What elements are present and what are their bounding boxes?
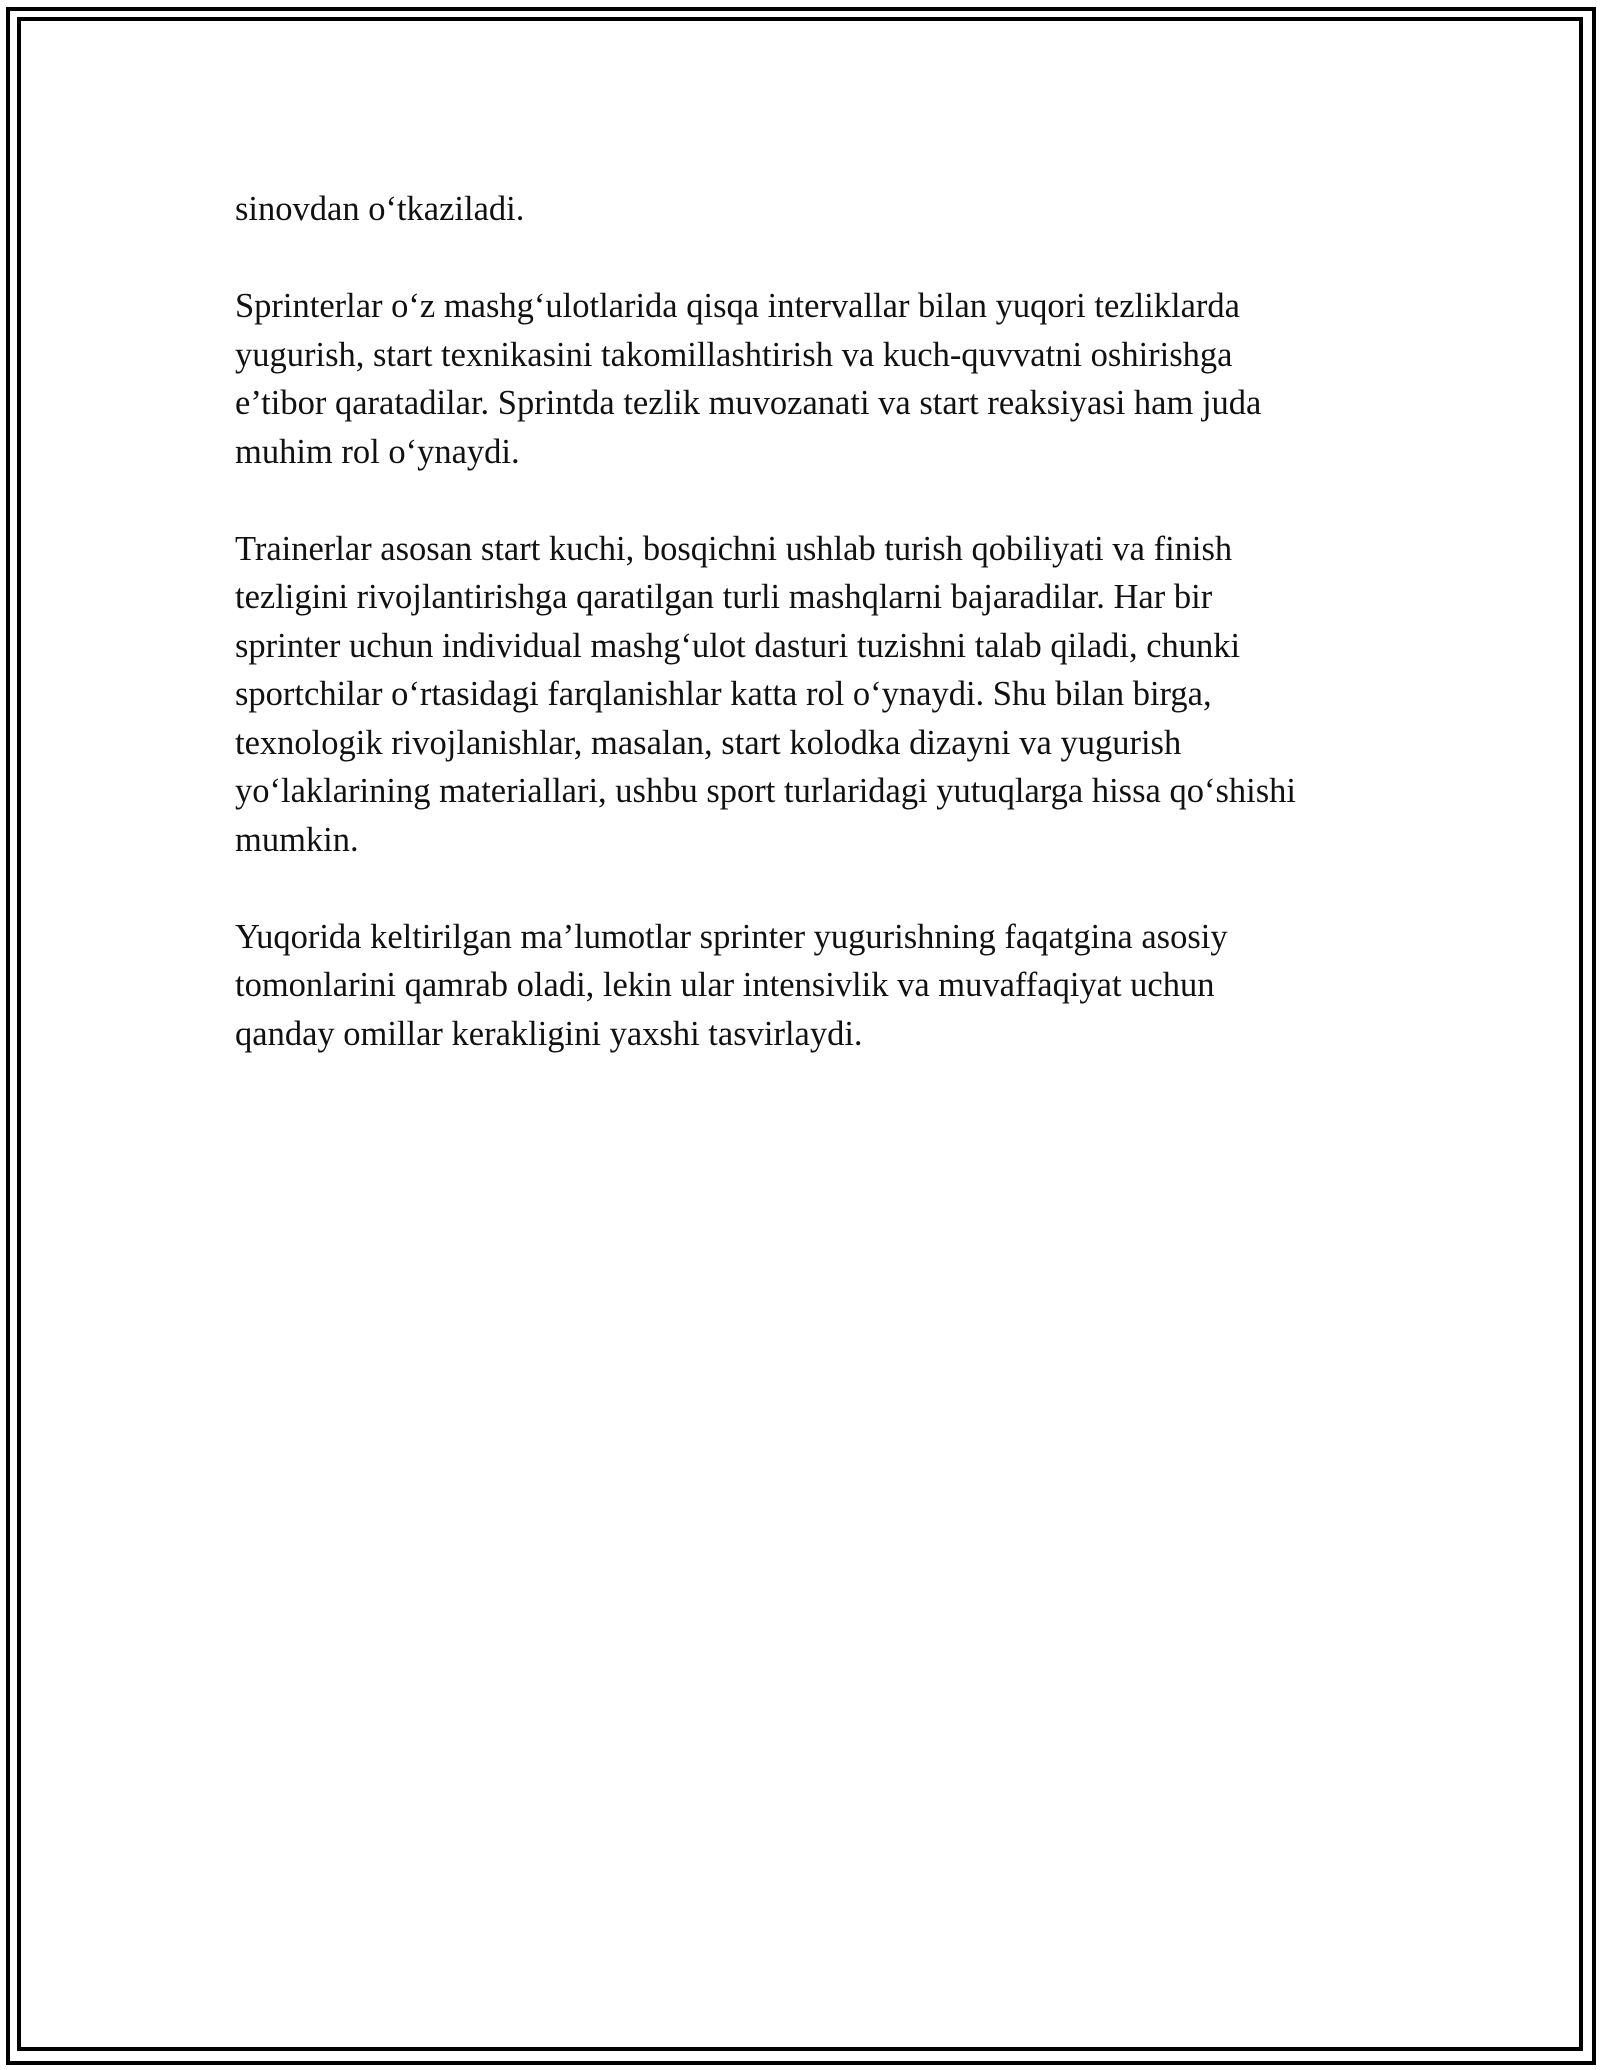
text-line: tezligini rivojlantirishga qaratilgan turli mashqlarni bajaradilar. Har bir xyxy=(235,578,1213,616)
paragraph-1 xyxy=(235,185,1395,234)
text-line: e’tibor qaratadilar. Sprintda tezlik muvozanati va start reaksiyasi ham juda xyxy=(235,384,1262,422)
text-line: yo‘laklarining materiallari, ushbu sport turlaridagi yutuqlarga hissa qo‘shishi xyxy=(235,772,1296,810)
text-line: sinovdan o‘tkaziladi. xyxy=(235,190,525,228)
text-line: yugurish, start texnikasini takomillashtirish va kuch-quvvatni oshirishga xyxy=(235,335,1233,374)
text-line: mumkin. xyxy=(235,820,359,859)
text-line: muhim rol o‘ynaydi. xyxy=(235,432,520,471)
text-line: qanday omillar kerakligini yaxshi tasvirlaydi. xyxy=(235,1014,863,1053)
text-line: Yuqorida keltirilgan ma’lumotlar sprinter yugurishning faqatgina asosiy xyxy=(235,917,1228,956)
paragraph-3 xyxy=(235,525,1395,865)
text-line: tomonlarini qamrab oladi, lekin ular intensivlik va muvaffaqiyat uchun xyxy=(235,966,1215,1004)
text-line: texnologik rivojlanishlar, masalan, start kolodka dizayni va yugurish xyxy=(235,723,1182,762)
text-line: sprinter uchun individual mashg‘ulot dasturi tuzishni talab qiladi, chunki xyxy=(235,626,1241,665)
text-line: Trainerlar asosan start kuchi, bosqichni ushlab turish qobiliyati va finish xyxy=(235,529,1233,568)
document-body xyxy=(235,185,1395,1058)
text-line: sportchilar o‘rtasidagi farqlanishlar katta rol o‘ynaydi. Shu bilan birga, xyxy=(235,675,1212,713)
paragraph-2 xyxy=(235,282,1395,476)
text-line: Sprinterlar o‘z mashg‘ulotlarida qisqa intervallar bilan yuqori tezliklarda xyxy=(235,287,1240,325)
paragraph-4 xyxy=(235,913,1395,1059)
